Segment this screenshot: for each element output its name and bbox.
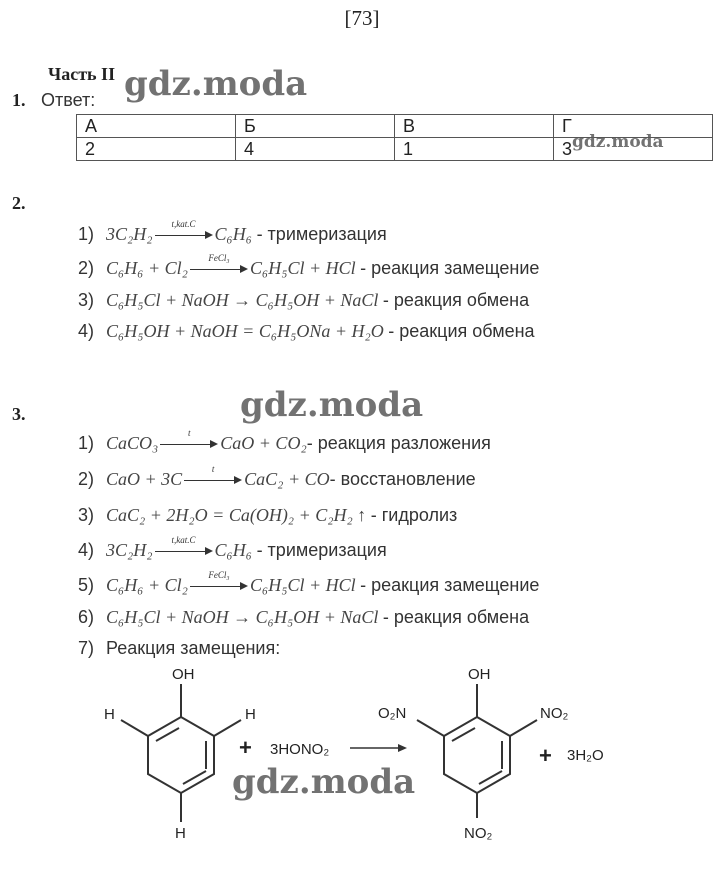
product-label: 3H₂O (567, 747, 604, 764)
phenol-ring-icon (121, 684, 241, 822)
reaction-arrow-icon (190, 570, 248, 591)
reaction-arrow-icon (155, 535, 213, 556)
arrow-condition: FeCl₃ (208, 570, 230, 580)
table-cell: 4 (236, 138, 395, 161)
reaction-type: - реакция замещение (360, 258, 540, 278)
item-number: 5) (78, 575, 95, 595)
watermark: gdz.moda (240, 385, 424, 425)
arrow-condition: FeCl₃ (208, 253, 230, 263)
watermark: gdz.moda (124, 64, 308, 104)
answer-label: Ответ: (41, 90, 96, 110)
equation-row (78, 321, 535, 342)
picric-acid-ring-icon (417, 684, 537, 818)
question-2-number: 2. (12, 193, 26, 213)
equation: C₆H₅Cl + NaOH → C₆H₅OH + NaCl (106, 607, 379, 627)
table-cell: 2 (77, 138, 236, 161)
equation-left: 3C₂H₂ (106, 224, 153, 244)
equation-right: C₆H₆ (214, 540, 253, 560)
reaction-arrow-icon (155, 219, 213, 240)
equation-row (78, 570, 540, 596)
plus-sign: + (539, 743, 552, 768)
equation-row (78, 253, 540, 279)
table-header-cell: В (395, 115, 554, 138)
h-label: H (175, 825, 186, 842)
item-number: 1) (78, 433, 95, 453)
watermark: gdz.moda (232, 762, 416, 802)
item-number: 1) (78, 224, 95, 244)
reaction-arrow-icon (160, 428, 218, 449)
equation-row (78, 290, 529, 311)
reaction-arrow-icon (190, 253, 248, 274)
oh-label: OH (172, 666, 195, 683)
h-label: H (245, 706, 256, 723)
item-number: 6) (78, 607, 95, 627)
item-number: 2) (78, 469, 95, 489)
plus-sign: + (239, 735, 252, 760)
equation-left: 3C₂H₂ (106, 540, 153, 560)
part-title: Часть II (48, 64, 116, 84)
equation-right: CaC₂ + CO (244, 469, 330, 489)
reaction-type: - реакция замещение (360, 575, 540, 595)
reaction-type: - реакция обмена (388, 321, 535, 341)
oh-label: OH (468, 666, 491, 683)
nitro-group-label: NO₂ (540, 705, 569, 722)
watermark: gdz.moda (572, 132, 664, 152)
equation-left: CaO + 3C (106, 469, 183, 489)
table-header-cell: Б (236, 115, 395, 138)
table-header-cell: А (77, 115, 236, 138)
equation-left: C₆H₆ + Cl₂ (106, 258, 188, 278)
item-number: 3) (78, 505, 95, 525)
equation: C₆H₅OH + NaOH = C₆H₅ONa + H₂O (106, 321, 384, 341)
equation-right: CaO + CO₂ (220, 433, 307, 453)
reaction-type: - гидролиз (370, 505, 458, 525)
equation-right: C₆H₅Cl + HCl (249, 575, 356, 595)
reaction-type: - восстановление (329, 469, 476, 489)
equation-right: C₆H₅Cl + HCl (249, 258, 356, 278)
arrow-condition: t (211, 464, 215, 474)
equation-left: CaCO₃ (106, 433, 159, 453)
item-number: 2) (78, 258, 95, 278)
equation-row (78, 638, 280, 659)
equation: C₆H₅Cl + NaOH → C₆H₅OH + NaCl (106, 290, 379, 310)
item-number: 7) (78, 638, 95, 658)
table-header-cell: Г (554, 115, 713, 138)
equation-right: C₆H₆ (214, 224, 253, 244)
table-cell: 1 (395, 138, 554, 161)
reaction-type: Реакция замещения: (106, 638, 281, 658)
nitro-group-label: O₂N (378, 705, 407, 722)
equation-row (78, 535, 387, 561)
reaction-arrow-icon (350, 744, 407, 752)
reaction-type: - реакция обмена (382, 290, 530, 310)
page-number: [73] (344, 6, 380, 30)
question-1-number: 1. (12, 90, 26, 110)
arrow-condition: t,kat.C (171, 219, 196, 229)
arrow-condition: t,kat.C (171, 535, 196, 545)
equation-row (78, 219, 387, 245)
reaction-type: - тримеризация (256, 224, 387, 244)
reaction-type: - тримеризация (256, 540, 387, 560)
equation: CaC₂ + 2H₂O = Ca(OH)₂ + C₂H₂ ↑ (106, 505, 367, 525)
equation-row (78, 464, 476, 490)
table-cell: 3 (554, 138, 713, 161)
reagent-label: 3HONO₂ (270, 741, 330, 758)
arrow-condition: t (188, 428, 191, 438)
item-number: 3) (78, 290, 95, 310)
equation-left: C₆H₆ + Cl₂ (106, 575, 188, 595)
nitro-group-label: NO₂ (464, 825, 493, 842)
equation-row (78, 607, 529, 628)
reaction-arrow-icon (184, 464, 242, 485)
question-3-number: 3. (12, 404, 26, 424)
reaction-type: - реакция обмена (382, 607, 530, 627)
equation-row (78, 505, 457, 526)
item-number: 4) (78, 321, 95, 341)
h-label: H (104, 706, 115, 723)
equation-row (78, 428, 491, 454)
item-number: 4) (78, 540, 95, 560)
reaction-type: - реакция разложения (306, 433, 491, 453)
